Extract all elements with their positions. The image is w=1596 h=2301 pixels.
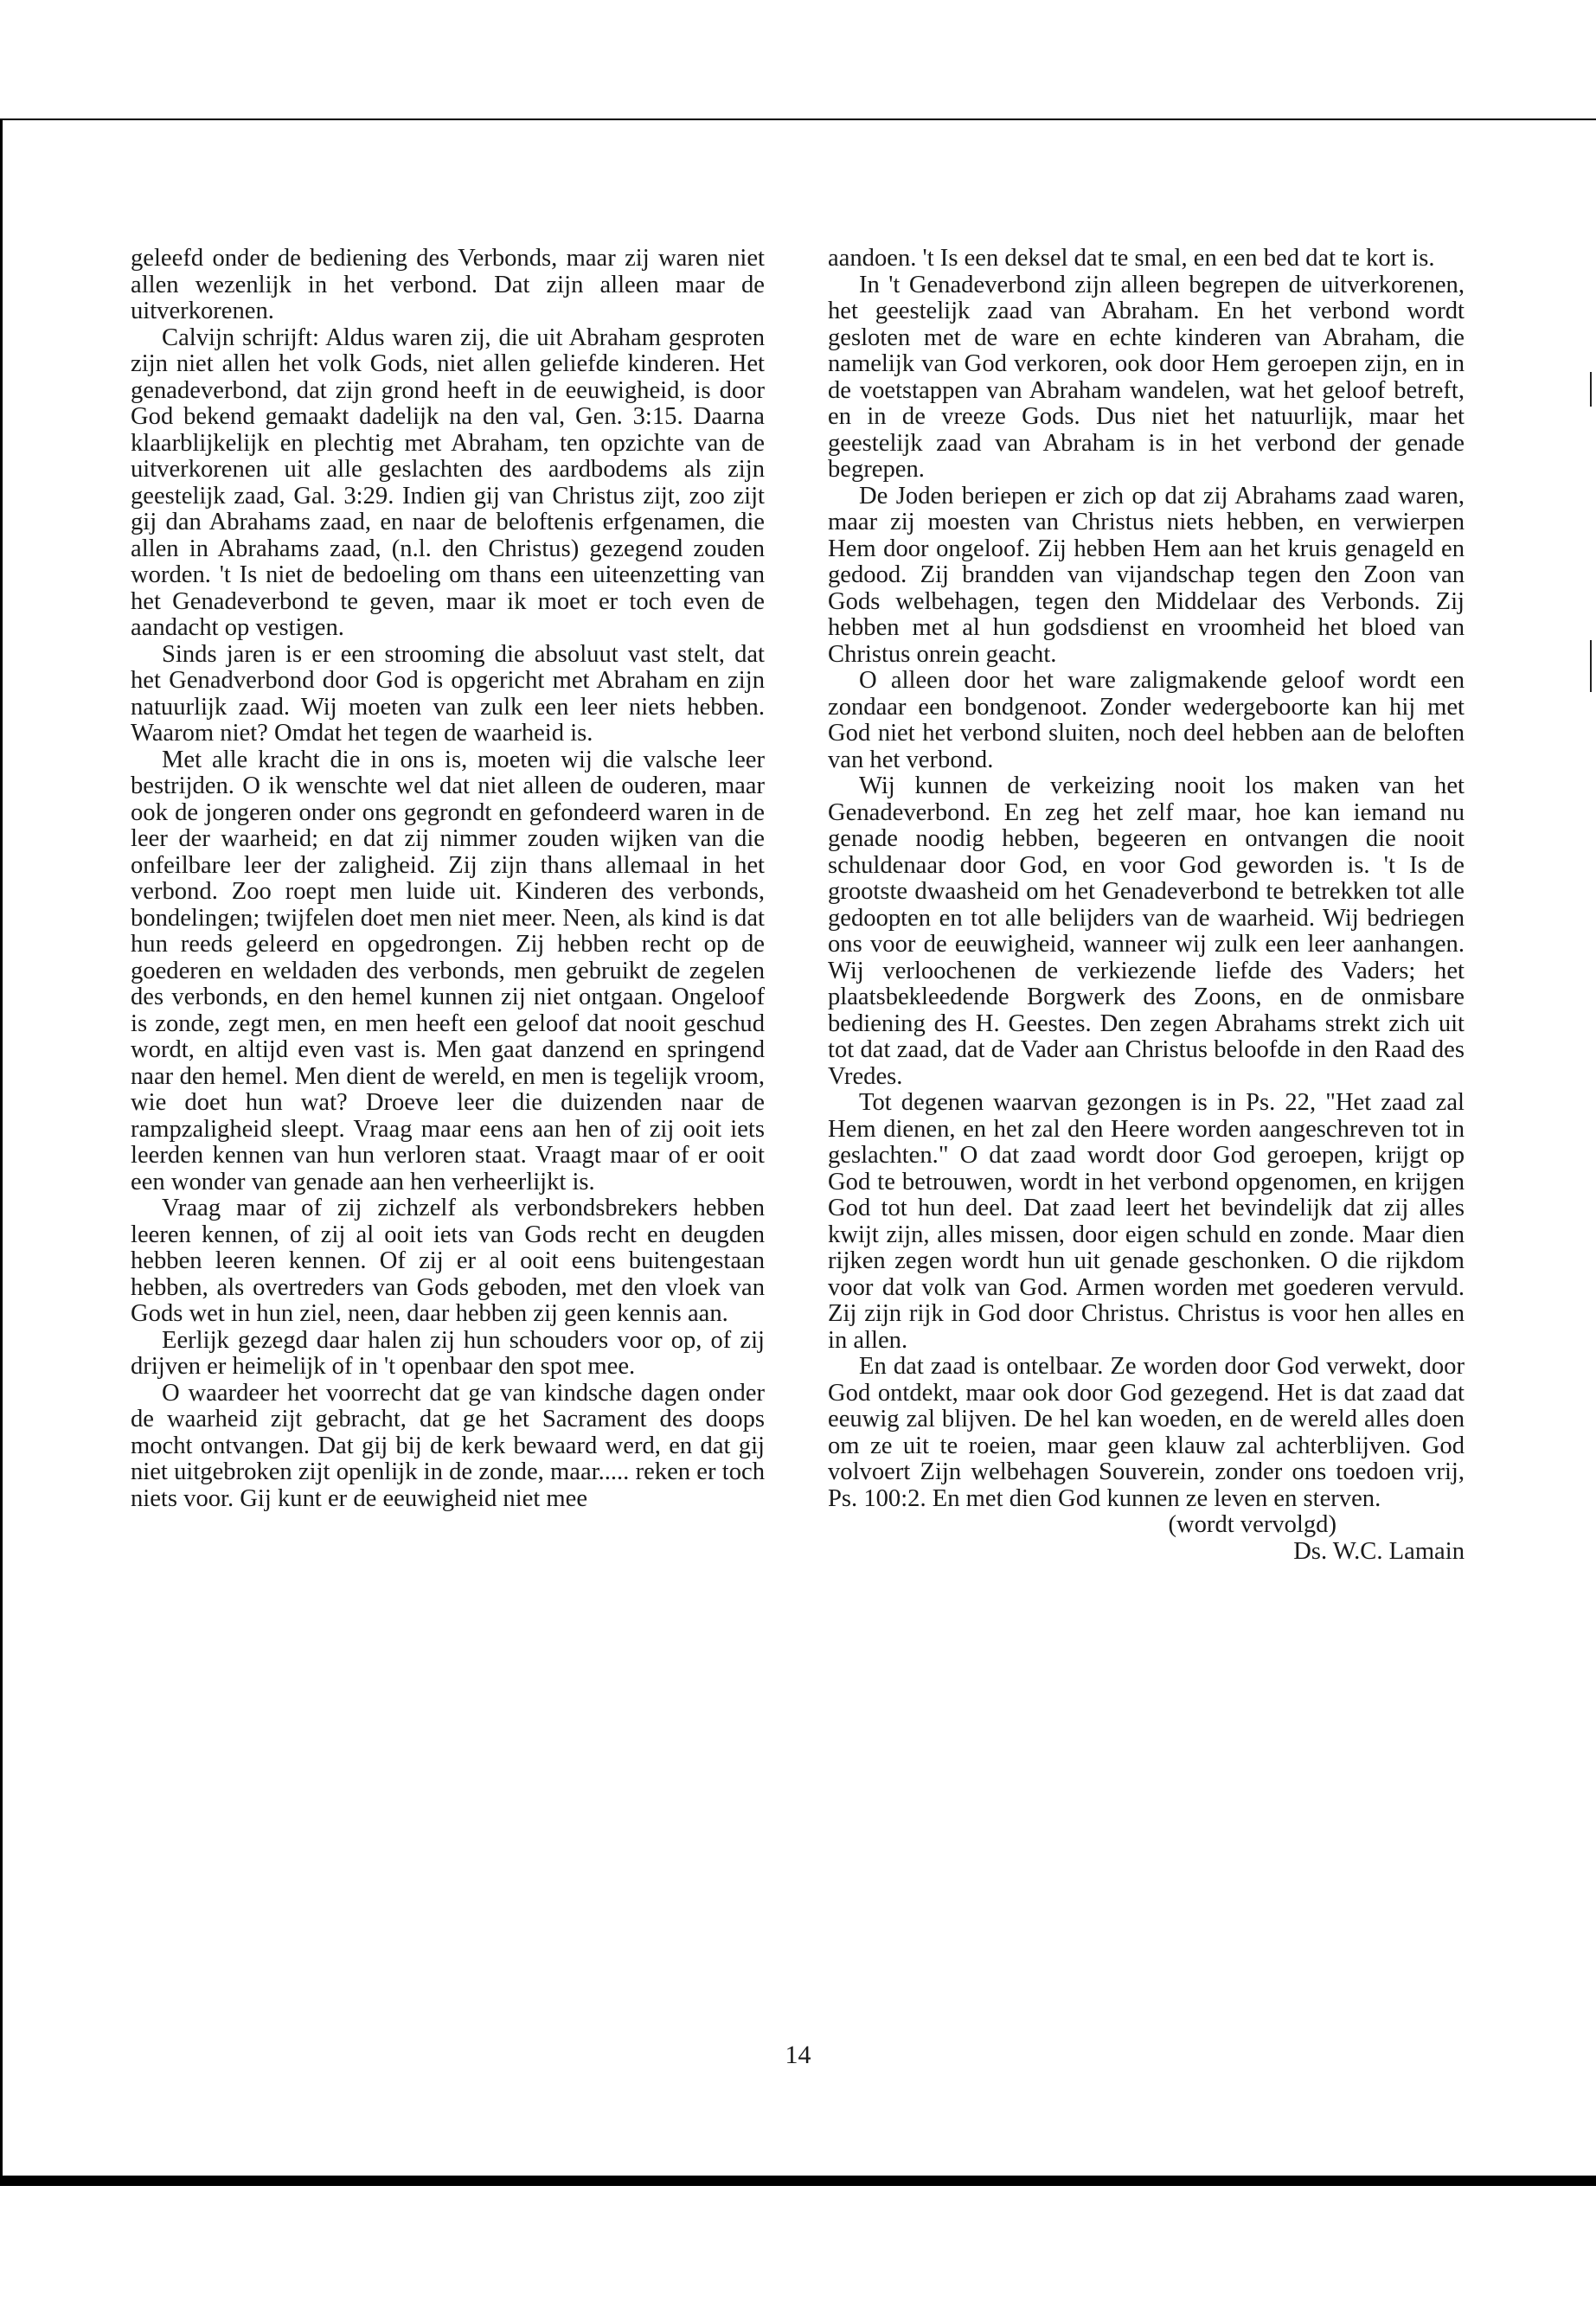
paragraph: Eerlijk gezegd daar halen zij hun schouders voor op, of zij drijven er heimelijk of in 't openbaar den spot mee. [131, 1326, 765, 1380]
paragraph: Calvijn schrijft: Aldus waren zij, die uit Abraham gesproten zijn niet allen het volk Gods, niet allen geliefde kinderen. Het genadeverbond, dat zijn grond heeft in de eeuwigheid, is door God bekend gemaakt dadelijk na den val, Gen. 3:15. Daarna klaarblijkelijk en plechtig met Abraham, ten opzichte van de uitverkorenen uit alle geslachten des aardbodems als zijn geestelijk zaad, Gal. 3:29. Indien gij van Christus zijt, zoo zijt gij dan Abrahams zaad, en naar de beloftenis erfgenamen, die allen in Abrahams zaad, (n.l. den Christus) gezegend zouden worden. 't Is niet de bedoeling om thans een uiteenzetting van het Genadeverbond te geven, maar ik moet er toch even de aandacht op vestigen. [131, 324, 765, 641]
bottom-border-line [0, 2176, 1596, 2186]
paragraph: En dat zaad is ontelbaar. Ze worden door God verwekt, door God ontdekt, maar ook door God gezegend. Het is dat zaad dat eeuwig zal blijven. De hel kan woeden, en de wereld alles doen om ze uit te roeien, maar geen klauw zal achterblijven. God volvoert Zijn welbehagen Souverein, zonder ons toedoen vrij, Ps. 100:2. En met dien God kunnen ze leven en sterven. [828, 1353, 1465, 1512]
paragraph: aandoen. 't Is een deksel dat te smal, en een bed dat te kort is. [828, 245, 1435, 272]
paragraph: O waardeer het voorrecht dat ge van kindsche dagen onder de waarheid zijt gebracht, dat ge het Sacrament des doops mocht ontvangen. Dat gij bij de kerk bewaard werd, en dat gij niet uitgebroken zijt openlijk in de zonde, maar..... reken er toch niets voor. Gij kunt er de eeuwigheid niet mee [131, 1379, 765, 1512]
paragraph: Sinds jaren is er een strooming die absoluut vast stelt, dat het Genadverbond door God is opgericht met Abraham en zijn natuurlijk zaad. Wij moeten van zulk een leer niets hebben. Waarom niet? Omdat het tegen de waarheid is. [131, 640, 765, 747]
left-border-line [0, 119, 3, 2186]
paragraph: geleefd onder de bediening des Verbonds, maar zij waren niet allen wezenlijk in het verbond. Dat zijn alleen maar de uitverkorenen. [131, 245, 765, 324]
top-border-line [0, 119, 1596, 120]
author-signature: Ds. W.C. Lamain [1293, 1537, 1465, 1565]
paragraph: In 't Genadeverbond zijn alleen begrepen de uitverkorenen, het geestelijk zaad van Abraham. En het verbond wordt gesloten met de ware en echte kinderen van Abraham, die namelijk van God verkoren, ook door Hem geroepen zijn, en in de voetstappen van Abraham wandelen, wat het geloof betreft, en in de vreeze Gods. Dus niet het natuurlijk, maar het geestelijk zaad van Abraham is in het verbond der genade begrepen. [828, 271, 1465, 483]
right-column [828, 246, 1465, 1565]
paragraph: Tot degenen waarvan gezongen is in Ps. 22, "Het zaad zal Hem dienen, en het zal den Heere worden aangeschreven tot in geslachten." O dat zaad wordt door God geroepen, krijgt op God te betrouwen, wordt in het verbond opgenomen, en krijgen God tot hun deel. Dat zaad leert het bevindelijk dat zij alles kwijt zijn, alles missen, door eigen schuld en zonde. Maar dien rijken zegen wordt hun uit genade geschonken. O die rijkdom voor dat volk van God. Armen worden met goederen vervuld. Zij zijn rijk in God door Christus. Christus is voor hen alles en in allen. [828, 1089, 1465, 1354]
page-number: 14 [785, 2041, 811, 2069]
to-be-continued-note: (wordt vervolgd) [1168, 1511, 1336, 1538]
paragraph: Met alle kracht die in ons is, moeten wij die valsche leer bestrijden. O ik wenschte wel dat niet alleen de ouderen, maar ook de jongeren onder ons gegrondt en gefondeerd waren in de leer der waarheid; en dat zij nimmer zouden wijken van die onfeilbare leer der zaligheid. Zij zijn thans allemaal in het verbond. Zoo roept men luide uit. Kinderen des verbonds, bondelingen; twijfelen doet men niet meer. Neen, als kind is dat hun reeds geleerd en opgedrongen. Zij hebben recht op de goederen en weldaden des verbonds, men gebruikt de zegelen des verbonds, en den hemel kunnen zij niet ontgaan. Ongeloof is zonde, zegt men, en men heeft een geloof dat nooit geschud wordt, en altijd even vast is. Men gaat danzend en springend naar den hemel. Men dient de wereld, en men is tegelijk vroom, wie doet hun wat? Droeve leer die duizenden naar de rampzaligheid sleept. Vraag maar eens aan hen of zij ooit iets leerden kennen van hun verloren staat. Vraagt maar of er ooit een wonder van genade aan hen verheerlijkt is. [131, 746, 765, 1195]
paragraph: Vraag maar of zij zichzelf als verbondsbrekers hebben leeren kennen, of zij al ooit iets van Gods recht en deugden hebben leeren kennen. Of zij er al ooit eens buitengestaan hebben, als overtreders van Gods geboden, met den vloek van Gods wet in hun ziel, neen, daar hebben zij geen kennis aan. [131, 1195, 765, 1327]
paragraph: Wij kunnen de verkeizing nooit los maken van het Genadeverbond. En zeg het zelf maar, hoe kan iemand nu genade noodig hebben, begeeren en ontvangen die nooit schuldenaar door God, en voor God geworden is. 't Is de grootste dwaasheid om het Genadeverbond te betrekken tot alle gedoopten en tot alle belijders van de waarheid. Wij bedriegen ons voor de eeuwigheid, wanneer wij zulk een leer aanhangen. Wij verloochenen de verkiezende liefde des Vaders; het plaatsbekleedende Borgwerk des Zoons, en de onmisbare bediening des H. Geestes. Den zegen Abrahams strekt zich uit tot dat zaad, dat de Vader aan Christus beloofde in den Raad des Vredes. [828, 772, 1465, 1090]
left-column [131, 246, 765, 1512]
margin-mark [1590, 640, 1592, 692]
paragraph: De Joden beriepen er zich op dat zij Abrahams zaad waren, maar zij moesten van Christus niets hebben, en verwierpen Hem door ongeloof. Zij hebben Hem aan het kruis genageld en gedood. Zij brandden van vijandschap tegen den Zoon van Gods welbehagen, tegen den Middelaar des Verbonds. Zij hebben met al hun godsdienst en vroomheid het bloed van Christus onrein geacht. [828, 482, 1465, 668]
margin-mark [1590, 372, 1592, 407]
paragraph: O alleen door het ware zaligmakende geloof wordt een zondaar een bondgenoot. Zonder wedergeboorte kan hij met God niet het verbond sluiten, noch deel hebben aan de beloften van het verbond. [828, 667, 1465, 773]
